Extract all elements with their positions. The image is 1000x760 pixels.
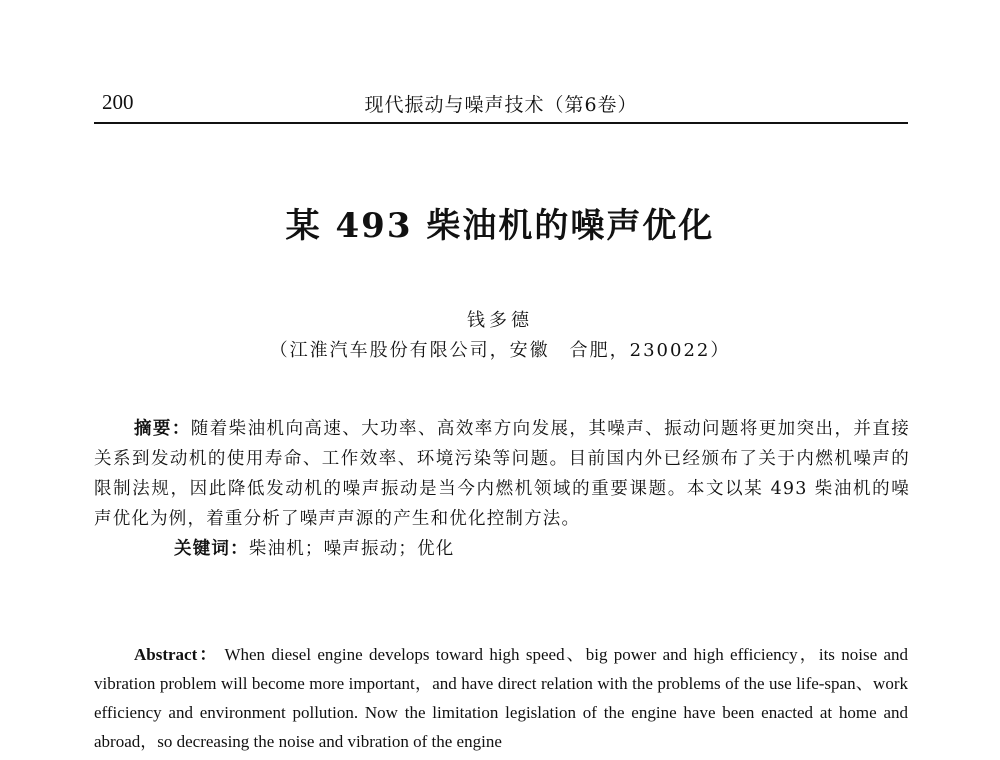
chinese-keywords xyxy=(94,534,910,564)
page-header xyxy=(94,86,908,122)
author-affiliation: （江淮汽车股份有限公司，安徽 合肥，230022） xyxy=(269,340,731,361)
paper-title: 某 493 柴油机的噪声优化 xyxy=(285,206,715,246)
english-abstract-label: Abstract： xyxy=(134,645,219,664)
header-rule xyxy=(94,122,908,124)
english-abstract-text: When diesel engine develops toward high speed、big power and high efficiency，its noise and vibration problem will become more important，and have direct relation with the problems of the use life-span、work efficiency and environment pollution. Now the limitation legislation of the engine have been enacted at home and abroad，so decreasing the noise and vibration of the engine xyxy=(94,645,909,751)
author-name: 钱多德 xyxy=(467,310,533,331)
chinese-abstract xyxy=(94,414,910,564)
running-title: 现代振动与噪声技术（第6卷） xyxy=(364,94,638,116)
page-number: 200 xyxy=(102,90,134,114)
chinese-abstract-text: 随着柴油机向高速、大功率、高效率方向发展，其噪声、振动问题将更加突出，并直接关系到发动机的使用寿命、工作效率、环境污染等问题。目前国内外已经颁布了关于内燃机噪声的限制法规，因此降低发动机的噪声振动是当今内燃机领域的重要课题。本文以某 493 柴油机的噪声优化为例，着重分析了噪声声源的产生和优化控制方法。 xyxy=(94,419,910,529)
chinese-keywords-text: 柴油机；噪声振动；优化 xyxy=(248,539,455,559)
chinese-abstract-label: 摘要： xyxy=(134,419,191,439)
english-abstract xyxy=(94,640,908,756)
chinese-keywords-label: 关键词： xyxy=(174,539,249,559)
chinese-abstract-paragraph xyxy=(94,414,910,534)
english-abstract-paragraph xyxy=(94,640,908,756)
